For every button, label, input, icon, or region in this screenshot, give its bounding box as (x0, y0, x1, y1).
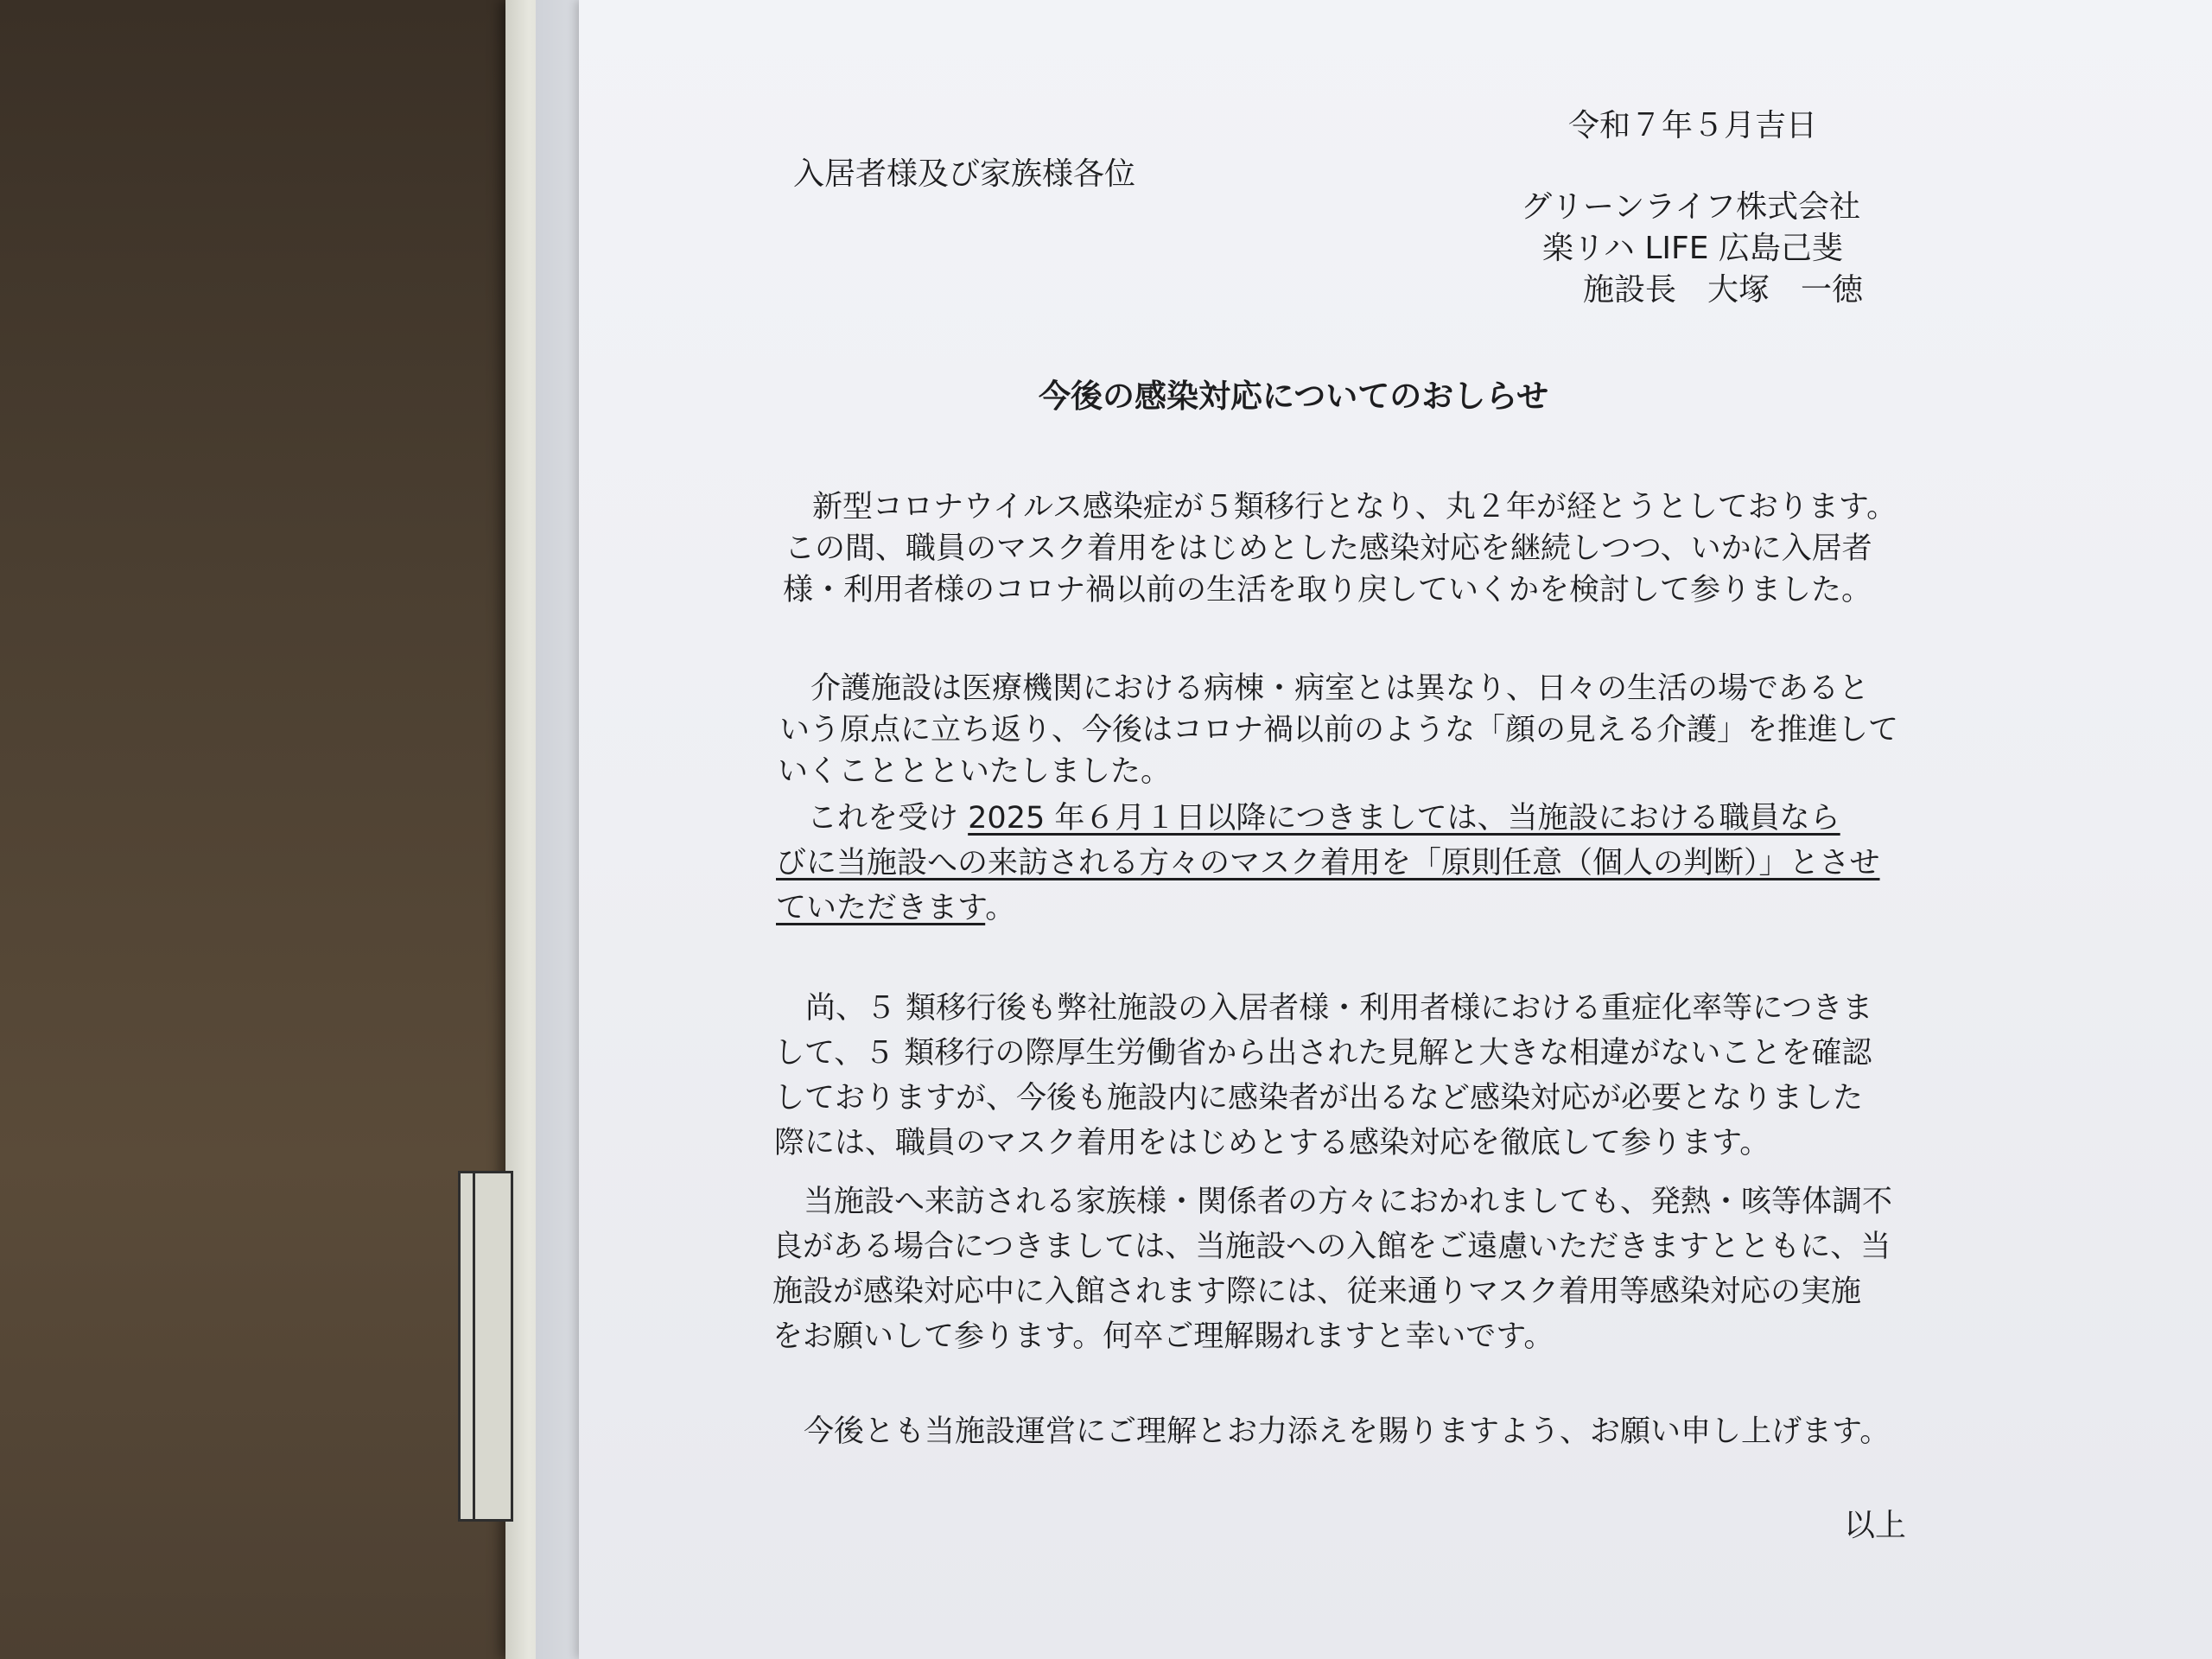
notice-underlined: 2025 年６月１日以降につきましては、当施設における職員なら (968, 801, 1840, 836)
notice-prefix: これを受け (807, 801, 959, 836)
body-line: しておりますが、今後も施設内に感染者が出るなど感染対応が必要となりました (774, 1081, 1864, 1116)
company-name: グリーンライフ株式会社 (1521, 189, 1861, 225)
notice-line-3 (776, 893, 1015, 924)
body-line: いう原点に立ち返り、今後はコロナ禍以前のような「顔の見える介護」を推進して (779, 713, 1899, 747)
body-line: 際には、職員のマスク着用をはじめとする感染対応を徹底して参ります。 (774, 1126, 1770, 1160)
body-line: 良がある場合につきましては、当施設への入館をご遠慮いただきますとともに、当 (772, 1230, 1891, 1264)
notice-underlined: びに当施設への来訪される方々のマスク着用を「原則任意（個人の判断）」とさせ (776, 846, 1880, 880)
document-title: 今後の感染対応についてのおしらせ (1039, 378, 1549, 415)
director-name: 施設長 大塚 一徳 (1583, 272, 1864, 308)
body-line: この間、職員のマスク着用をはじめとした感染対応を継続しつつ、いかに入居者 (785, 531, 1872, 566)
notice-underlined: ていただきます (776, 891, 986, 925)
body-line: いくこととといたしました。 (778, 754, 1172, 789)
notice-suffix: 。 (985, 891, 1016, 925)
body-line: をお願いして参ります。何卒ご理解賜れますと幸いです。 (772, 1319, 1554, 1354)
body-line: 尚、５ 類移行後も弊社施設の入居者様・利用者様における重症化率等につきま (805, 991, 1873, 1026)
notice-line-2 (776, 846, 1880, 880)
desk-background (0, 0, 536, 1659)
binder-label-slot (458, 1171, 513, 1522)
body-line: して、５ 類移行の際厚生労働省から出された見解と大きな相違がないことを確認 (774, 1036, 1872, 1071)
document-date: 令和７年５月吉日 (1568, 108, 1818, 143)
facility-name: 楽リハ LIFE 広島己斐 (1542, 231, 1843, 266)
addressee: 入居者様及び家族様各位 (793, 156, 1136, 192)
closing-request: 今後とも当施設運営にご理解とお力添えを賜りますよう、お願い申し上げます。 (804, 1414, 1891, 1449)
body-line: 施設が感染対応中に入館されます際には、従来通りマスク着用等感染対応の実施 (772, 1274, 1862, 1309)
closing-mark: 以上 (1844, 1508, 1907, 1543)
body-line: 当施設へ来訪される家族様・関係者の方々におかれましても、発熱・咳等体調不 (804, 1185, 1893, 1219)
body-line: 様・利用者様のコロナ禍以前の生活を取り戻していくかを検討して参りました。 (783, 573, 1872, 607)
body-line: 新型コロナウイルス感染症が５類移行となり、丸２年が経とうとしております。 (812, 490, 1897, 524)
notice-line-1 (807, 801, 1840, 836)
body-line: 介護施設は医療機関における病棟・病室とは異なり、日々の生活の場であると (810, 671, 1870, 706)
